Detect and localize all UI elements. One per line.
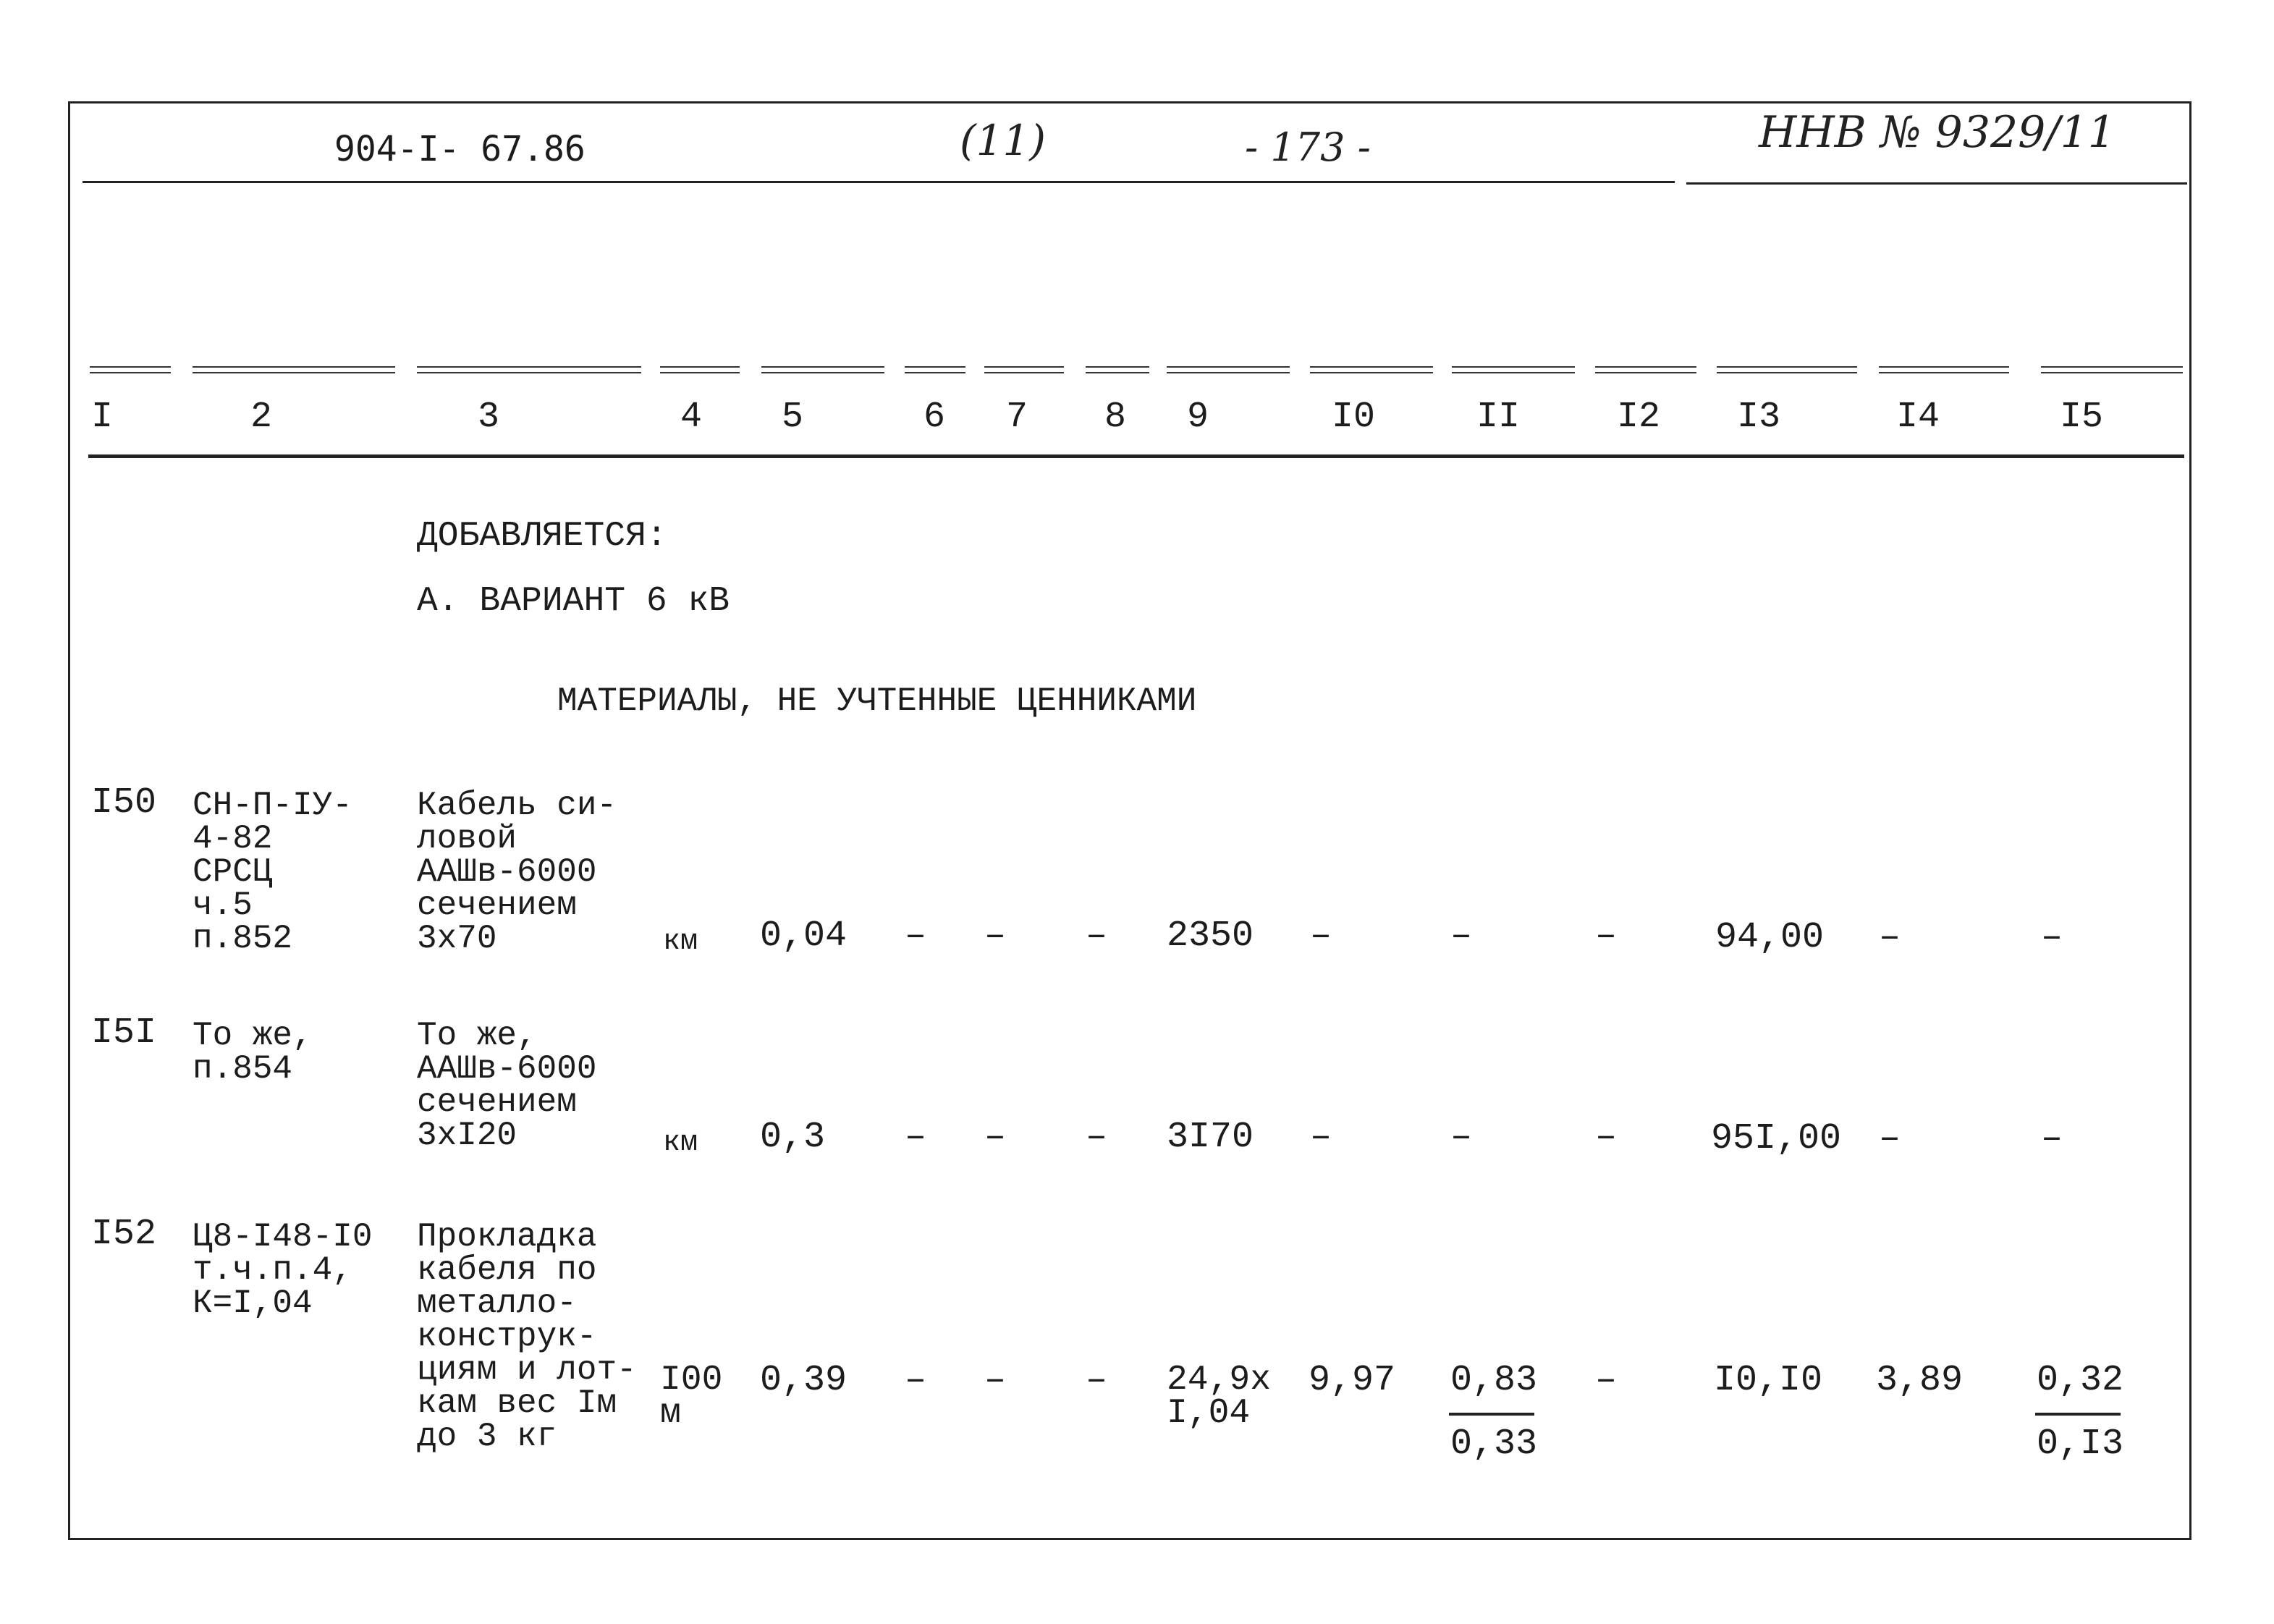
- document-code: 904-I- 67.86: [334, 129, 586, 169]
- column-number: 4: [680, 397, 703, 438]
- row-col13: I0,I0: [1714, 1360, 1823, 1401]
- page-number: - 173 -: [1245, 124, 1371, 170]
- column-rule: [1879, 366, 2009, 373]
- column-number: I0: [1332, 397, 1376, 438]
- row-col8: –: [1086, 915, 1108, 957]
- row-col10: –: [1310, 1117, 1332, 1158]
- header-underline-right: [1686, 182, 2187, 185]
- row-unit: I00 м: [660, 1361, 723, 1433]
- column-rule: [1452, 366, 1575, 373]
- column-rule: [417, 366, 641, 373]
- column-rule: [660, 366, 740, 373]
- row-unit: км: [663, 1127, 698, 1159]
- row-col6: –: [905, 1360, 927, 1401]
- column-number: I5: [2060, 397, 2104, 438]
- row-col8: –: [1086, 1360, 1108, 1401]
- row-col10: –: [1310, 915, 1332, 957]
- row-name: То же, ААШв-6000 сечением 3хI20: [417, 1017, 597, 1154]
- sheet-mark: (11): [960, 116, 1047, 165]
- column-number: II: [1476, 397, 1521, 438]
- row-number: I50: [91, 782, 157, 824]
- row-code: Ц8-I48-I0 т.ч.п.4, К=I,04: [193, 1218, 373, 1322]
- column-rule: [1167, 366, 1290, 373]
- row-col11: –: [1450, 915, 1473, 957]
- row-col14: –: [1879, 917, 1901, 958]
- section-subtitle: МАТЕРИАЛЫ, НЕ УЧТЕННЫЕ ЦЕННИКАМИ: [557, 682, 1197, 720]
- row-col13: 95I,00: [1711, 1118, 1842, 1159]
- header-underline: [83, 181, 1675, 183]
- row-col9: 2350: [1167, 915, 1254, 957]
- row-number: I52: [91, 1214, 157, 1255]
- row-number: I5I: [91, 1012, 157, 1054]
- column-number: 5: [782, 397, 804, 438]
- row-col6: –: [905, 915, 927, 957]
- column-number: I: [91, 397, 114, 438]
- column-number: I4: [1896, 397, 1940, 438]
- row-col9: 24,9х I,04: [1167, 1361, 1272, 1433]
- column-rule: [1717, 366, 1857, 373]
- row-col7: –: [984, 1117, 1007, 1158]
- column-number: I2: [1617, 397, 1661, 438]
- row-col14: 3,89: [1876, 1360, 1964, 1401]
- row-qty: 0,39: [760, 1360, 848, 1401]
- column-rule: [193, 366, 395, 373]
- column-number: I3: [1737, 397, 1781, 438]
- row-col15-denominator: 0,I3: [2037, 1424, 2124, 1465]
- row-col14: –: [1879, 1118, 1901, 1159]
- row-qty: 0,04: [760, 915, 848, 957]
- inventory-number: ННВ № 9329/11: [1759, 107, 2116, 158]
- row-col11-denominator: 0,33: [1450, 1424, 1538, 1465]
- column-rule: [90, 366, 171, 373]
- row-unit: км: [663, 926, 698, 958]
- row-col9: 3I70: [1167, 1117, 1254, 1158]
- row-qty: 0,3: [760, 1117, 826, 1158]
- row-col6: –: [905, 1117, 927, 1158]
- row-col15-numerator: 0,32: [2037, 1360, 2124, 1401]
- row-name: Кабель си- ловой ААШв-6000 сечением 3х70: [417, 787, 617, 957]
- page-frame: [68, 101, 2191, 1540]
- column-rule: [761, 366, 884, 373]
- row-code: То же, п.854: [193, 1017, 313, 1088]
- row-col10: 9,97: [1309, 1360, 1396, 1401]
- row-code: СН-П-IУ- 4-82 СРСЦ ч.5 п.852: [193, 787, 352, 957]
- row-col13: 94,00: [1715, 917, 1825, 958]
- column-number: 2: [250, 397, 273, 438]
- row-col8: –: [1086, 1117, 1108, 1158]
- column-rule: [1310, 366, 1433, 373]
- row-col15: –: [2041, 917, 2063, 958]
- column-number: 3: [478, 397, 500, 438]
- row-col12: –: [1595, 1360, 1618, 1401]
- fraction-bar: [2035, 1413, 2121, 1416]
- column-number: 9: [1187, 397, 1209, 438]
- column-rule: [1086, 366, 1149, 373]
- column-number: 8: [1104, 397, 1127, 438]
- column-rule: [905, 366, 965, 373]
- column-rule: [984, 366, 1064, 373]
- row-name: Прокладка кабеля по металло- конструк- циям и лот- кам вес Iм до 3 кг: [417, 1218, 637, 1455]
- row-col7: –: [984, 1360, 1007, 1401]
- fraction-bar: [1449, 1413, 1534, 1416]
- row-col11: –: [1450, 1117, 1473, 1158]
- row-col7: –: [984, 915, 1007, 957]
- row-col15: –: [2041, 1118, 2063, 1159]
- row-col11-numerator: 0,83: [1450, 1360, 1538, 1401]
- row-col12: –: [1595, 1117, 1618, 1158]
- section-variant: А. ВАРИАНТ 6 кВ: [417, 582, 730, 621]
- column-number: 7: [1006, 397, 1028, 438]
- section-added: ДОБАВЛЯЕТСЯ:: [417, 517, 667, 556]
- column-header-rule: [88, 454, 2184, 458]
- column-rule: [1595, 366, 1696, 373]
- column-number: 6: [923, 397, 946, 438]
- column-rule: [2041, 366, 2183, 373]
- row-col12: –: [1595, 915, 1618, 957]
